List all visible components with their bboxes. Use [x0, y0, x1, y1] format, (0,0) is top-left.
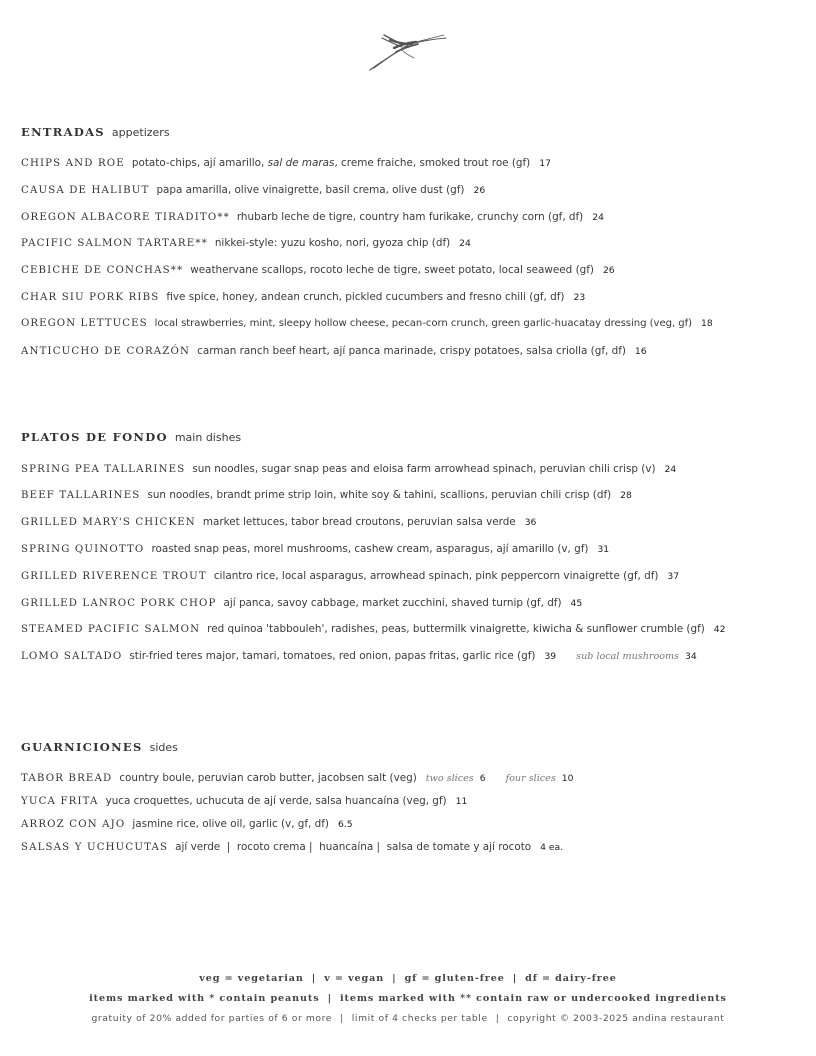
section-title: ENTRADAS — [21, 125, 105, 139]
item-name: SPRING QUINOTTO — [21, 544, 145, 555]
item-price: 26 — [473, 185, 486, 196]
menu-item — [21, 184, 485, 196]
item-name: SPRING PEA TALLARINES — [21, 464, 186, 475]
item-name: CAUSA DE HALIBUT — [21, 185, 150, 196]
legend-vegetarian: veg = vegetarian — [199, 973, 304, 984]
raw-note: items marked with ** contain raw or undercooked ingredients — [339, 993, 727, 1004]
item-option-price: 34 — [685, 651, 697, 662]
section-header-entradas — [21, 121, 170, 140]
item-name: LOMO SALTADO — [21, 651, 123, 662]
item-name: YUCA FRITA — [21, 796, 99, 807]
item-price: 36 — [524, 517, 537, 528]
item-price: 45 — [570, 598, 583, 609]
item-option-note: two slices — [425, 773, 474, 784]
item-option-note: four slices — [505, 773, 556, 784]
footer-dietary-legend: veg = vegetarian | v = vegan | gf = gluten-free | df = dairy-free — [199, 973, 617, 984]
menu-item — [21, 795, 467, 807]
item-price: 42 — [713, 624, 726, 635]
menu-item — [21, 818, 353, 830]
menu-item — [21, 841, 563, 853]
item-price: 4 ea. — [540, 842, 564, 853]
item-price: 24 — [592, 212, 604, 223]
item-price: 28 — [620, 490, 632, 501]
menu-item — [21, 237, 471, 249]
item-description: , creme fraiche, smoked trout roe (gf) — [334, 157, 531, 169]
item-price: 6.5 — [337, 819, 353, 830]
item-name: CHIPS AND ROE — [21, 158, 125, 169]
item-option-price: 10 — [561, 773, 574, 784]
menu-item — [21, 211, 604, 223]
item-description: potato-chips, ají amarillo, — [131, 157, 268, 169]
item-name: CHAR SIU PORK RIBS — [21, 292, 160, 303]
item-description: ají verde | rocoto crema | huancaína | salsa de tomate y ají rocoto — [175, 841, 532, 853]
menu-item — [21, 463, 676, 475]
item-price: 39 — [544, 651, 557, 662]
item-description: roasted snap peas, morel mushrooms, cashew cream, asparagus, ají amarillo (v, gf) — [151, 543, 589, 555]
item-description: sun noodles, brandt prime strip loin, white soy & tahini, scallions, peruvian chili crisp (df) — [147, 489, 612, 501]
item-name: CEBICHE DE CONCHAS** — [21, 265, 184, 276]
item-name: OREGON ALBACORE TIRADITO** — [21, 212, 230, 223]
legend-vegan: v = vegan — [324, 973, 385, 984]
item-description: nikkei-style: yuzu kosho, nori, gyoza chip (df) — [214, 237, 451, 249]
section-title: PLATOS DE FONDO — [21, 430, 168, 444]
item-price: 6 — [479, 773, 486, 784]
item-description: local strawberries, mint, sleepy hollow cheese, pecan-corn crunch, green garlic-huacatay dressing (veg, gf) — [154, 318, 693, 329]
item-option-note: sub local mushrooms — [576, 651, 680, 662]
item-description-italic: sal de maras — [267, 157, 335, 169]
legend-dairy-free: df = dairy-free — [525, 973, 617, 984]
item-name: STEAMED PACIFIC SALMON — [21, 624, 201, 635]
item-description: country boule, peruvian carob butter, jacobsen salt (veg) — [119, 772, 417, 784]
item-price: 31 — [597, 544, 610, 555]
item-description: jasmine rice, olive oil, garlic (v, gf, df) — [132, 818, 329, 830]
item-description: five spice, honey, andean crunch, pickled cucumbers and fresno chili (gf, df) — [166, 291, 565, 303]
item-description: ají panca, savoy cabbage, market zucchini, shaved turnip (gf, df) — [223, 597, 562, 609]
item-description: yuca croquettes, uchucuta de ají verde, salsa huancaína (veg, gf) — [105, 795, 447, 807]
item-name: TABOR BREAD — [21, 773, 113, 784]
item-name: OREGON LETTUCES — [21, 318, 148, 329]
item-description: red quinoa 'tabbouleh', radishes, peas, buttermilk vinaigrette, kiwicha & sunflower crumble (gf) — [207, 623, 705, 635]
item-price: 26 — [602, 265, 615, 276]
item-description: weathervane scallops, rocoto leche de tigre, sweet potato, local seaweed (gf) — [190, 264, 594, 276]
item-price: 37 — [667, 571, 680, 582]
menu-item — [21, 650, 697, 662]
item-price: 24 — [664, 464, 677, 475]
gratuity-note: gratuity of 20% added for parties of 6 or more — [91, 1013, 333, 1024]
menu-item — [21, 570, 679, 582]
item-name: GRILLED LANROC PORK CHOP — [21, 598, 217, 609]
section-title: GUARNICIONES — [21, 740, 143, 754]
menu-item — [21, 623, 725, 635]
menu-item — [21, 264, 615, 276]
menu-item — [21, 597, 582, 609]
menu-item — [21, 345, 647, 357]
item-name: GRILLED RIVERENCE TROUT — [21, 571, 207, 582]
item-price: 18 — [701, 318, 713, 329]
peanut-note: items marked with * contain peanuts — [89, 993, 320, 1004]
section-header-guarniciones — [21, 736, 178, 755]
item-name: ANTICUCHO DE CORAZÓN — [21, 346, 191, 357]
menu-item — [21, 157, 551, 169]
item-description: cilantro rice, local asparagus, arrowhead spinach, pink peppercorn vinaigrette (gf, df) — [213, 570, 659, 582]
menu-item — [21, 543, 609, 555]
item-description: stir-fried teres major, tamari, tomatoes, red onion, papas fritas, garlic rice (gf) — [129, 650, 536, 662]
item-price: 16 — [634, 346, 647, 357]
copyright-note: copyright © 2003-2025 andina restaurant — [507, 1013, 725, 1024]
item-description: market lettuces, tabor bread croutons, peruvian salsa verde — [202, 516, 516, 528]
item-name: BEEF TALLARINES — [21, 490, 141, 501]
item-price: 17 — [539, 158, 551, 169]
item-name: GRILLED MARY'S CHICKEN — [21, 517, 196, 528]
footer-allergy-note: items marked with * contain peanuts | items marked with ** contain raw or undercooked ingredients — [89, 993, 727, 1004]
section-subtitle: sides — [149, 741, 178, 754]
checks-note: limit of 4 checks per table — [351, 1013, 488, 1024]
menu-item — [21, 516, 536, 528]
menu-item — [21, 772, 573, 784]
item-price: 11 — [455, 796, 468, 807]
item-description: sun noodles, sugar snap peas and eloisa farm arrowhead spinach, peruvian chili crisp (v) — [192, 463, 656, 475]
legend-gluten-free: gf = gluten-free — [404, 973, 505, 984]
item-price: 23 — [573, 292, 586, 303]
item-price: 24 — [459, 238, 471, 249]
footer-policy-note: gratuity of 20% added for parties of 6 or more | limit of 4 checks per table | copyright © 2003-2025 andina restaurant — [91, 1013, 725, 1024]
item-description: carman ranch beef heart, ají panca marinade, crispy potatoes, salsa criolla (gf, df) — [197, 345, 626, 357]
item-name: PACIFIC SALMON TARTARE** — [21, 238, 208, 249]
item-name: SALSAS Y UCHUCUTAS — [21, 842, 169, 853]
item-description: rhubarb leche de tigre, country ham furikake, crunchy corn (gf, df) — [236, 211, 584, 223]
menu-item — [21, 318, 713, 329]
item-name: ARROZ CON AJO — [21, 819, 126, 830]
andina-bird-logo — [366, 30, 448, 72]
section-subtitle: appetizers — [111, 126, 170, 139]
section-header-platos-de-fondo — [21, 426, 241, 445]
menu-item — [21, 489, 632, 501]
section-subtitle: main dishes — [174, 431, 242, 444]
item-description: papa amarilla, olive vinaigrette, basil crema, olive dust (gf) — [156, 184, 465, 196]
menu-item — [21, 291, 585, 303]
